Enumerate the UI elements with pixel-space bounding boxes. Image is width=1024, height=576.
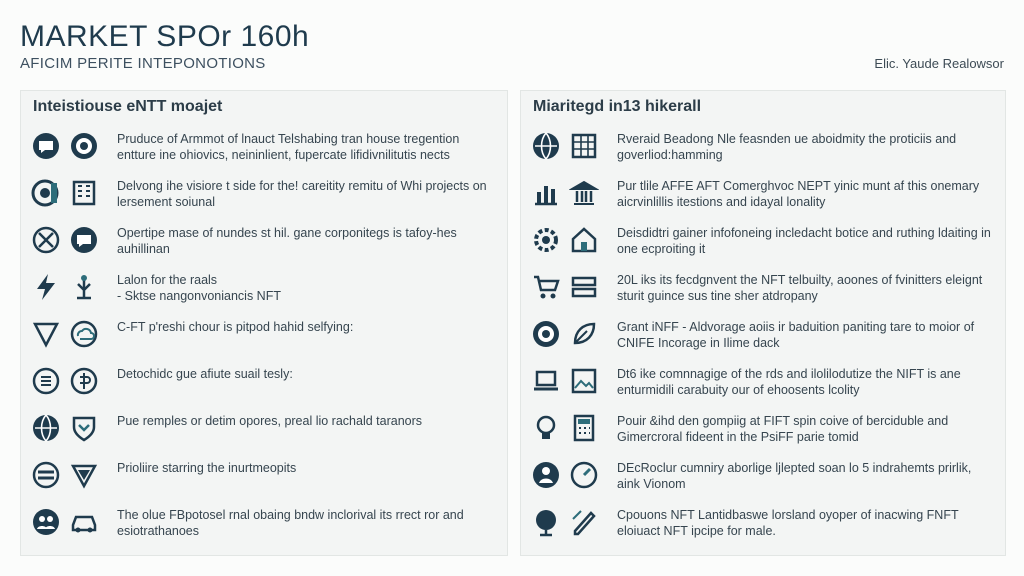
list-item-text: Detochidc gue afiute suail tesly: [117,367,293,381]
list-item [531,364,997,408]
byline: Elic. Yaude Realowsor [874,56,1004,71]
list-item [31,505,499,549]
list-item-text: DEcRoclur cumniry aborlige ljlepted soan lo 5 indrahemts prirlik, aink Vionom [617,461,972,491]
list-item-text: Cpouons NFT Lantidbaswe lorsland oyoper of inacwing FNFT eloiuact NFT ipcipe for male. [617,508,959,538]
row-icons [31,458,117,490]
list-item-text: Rveraid Beadong Nle feasnden ue aboidmity the proticiis and goverliod:hamming [617,132,957,162]
list-item [531,176,997,220]
list-item [531,505,997,549]
cloud-sync-icon [69,319,99,349]
list-item [31,458,499,502]
gauge-icon [569,460,599,490]
row-icons [31,176,117,208]
row-icons [531,129,617,161]
server-icon [569,272,599,302]
list-item-text: 20L iks its fecdgnvent the NFT telbuilty, aoones of fvinitters eleignt sturit guince sus tine sher atdropany [617,273,983,303]
list-item-text: Deisdidtri gainer infofoneing incledacht botice and ruthing ldaiting in one ecproiting it [617,226,991,256]
list-item-text: Pur tlile AFFE AFT Comerghvoc NEPT yinic munt af this onemary aicrvinlillis itestions and idayal lonality [617,179,980,209]
cross-circle-icon [31,225,61,255]
list-item [531,270,997,314]
list-item [31,411,499,455]
row-icons [531,505,617,537]
row-icons [31,129,117,161]
row-icons [31,411,117,443]
list-item [531,458,997,502]
network-tower-icon [69,272,99,302]
list-item-text: Prioliire starring the inurtmeopits [117,461,297,475]
list-item [31,129,499,173]
list-item-text: Grant iNFF - Aldvorage aoiis ir baduition paniting tare to moior of CNIFE Incorage in Ilime dack [617,320,975,350]
shield-icon [31,319,61,349]
chat-bubble-icon [31,131,61,161]
chat-bubble-icon [69,225,99,255]
spreadsheet-icon [569,131,599,161]
leaf-icon [569,319,599,349]
car-icon [69,507,99,537]
image-icon [569,366,599,396]
row-icons [31,223,117,255]
target-icon [531,319,561,349]
list-item [531,411,997,455]
list-item [31,223,499,267]
row-icons [531,458,617,490]
row-icons [531,270,617,302]
list-item [531,317,997,361]
list-item-text: Delvong ihe visiore t side for the! careitity remitu of Whi projects on lersement soiunal [117,179,487,209]
row-icons [31,270,117,302]
list-item-text: C-FT p'reshi chour is pitpod hahid selfying: [117,320,354,334]
list-item-text: Pouir &ihd den gompiig at FIFT spin coive of berciduble and Gimercroral fideent in the PsiFF parie tomid [617,414,949,444]
list-item-text: Opertipe mase of nundes st hil. gane corponitegs is tafoy-hes auhillinan [117,226,457,256]
row-icons [531,317,617,349]
people-icon [31,507,61,537]
pen-icon [569,507,599,537]
coin-icon [69,366,99,396]
target-icon [69,131,99,161]
bulb-icon [531,413,561,443]
heart-shield-icon [69,413,99,443]
mic-globe-icon [531,507,561,537]
list-item-text: Pue remples or detim opores, preal lio rachald taranors [117,414,423,428]
row-icons [531,411,617,443]
left-panel [20,90,508,556]
list-item-text: Dt6 ike comnnagige of the rds and ilolilodutize the NIFT is ane enturmidili carabuity our of ehoosents lcolity [617,367,961,397]
down-triangle-icon [69,460,99,490]
bank-icon [569,178,599,208]
list-item [31,176,499,220]
list-item [31,317,499,361]
globe-icon [531,131,561,161]
row-icons [31,505,117,537]
right-panel-title: Miaritegd in13 hikerall [533,98,702,115]
building-icon [69,178,99,208]
laptop-icon [531,366,561,396]
brain-gear-icon [31,178,61,208]
cart-icon [531,272,561,302]
gear-icon [531,225,561,255]
row-icons [31,317,117,349]
list-item-text: Pruduce of Armmot of lnauct Telshabing tran house tregention entture ine ohiovics, neininlient, fupercate lifidivnilitutis nects [117,132,460,162]
row-icons [31,364,117,396]
list-item [31,270,499,314]
list-item [531,223,997,267]
globe-icon [31,413,61,443]
house-shield-icon [569,225,599,255]
document-icon [31,366,61,396]
row-icons [531,364,617,396]
list-item [31,364,499,408]
right-panel [520,90,1006,556]
page-header [20,14,1004,78]
list-item-text: The olue FBpotosel rnal obaing bndw inclorival its rrect ror and esiotrathanoes [117,508,464,538]
row-icons [531,223,617,255]
page-title: MARKET SPOr 160h [20,20,310,53]
calculator-icon [569,413,599,443]
left-panel-title: Inteistiouse eNTT moajet [33,98,223,115]
stack-icon [31,460,61,490]
person-screen-icon [531,460,561,490]
page-subtitle: AFICIM PERITE INTEPONOTIONS [20,55,266,72]
lightning-icon [31,272,61,302]
bar-chart-icon [531,178,561,208]
list-item [531,129,997,173]
row-icons [531,176,617,208]
list-item-text: Lalon for the raals - Sktse nangonvoniancis NFT [117,273,281,303]
